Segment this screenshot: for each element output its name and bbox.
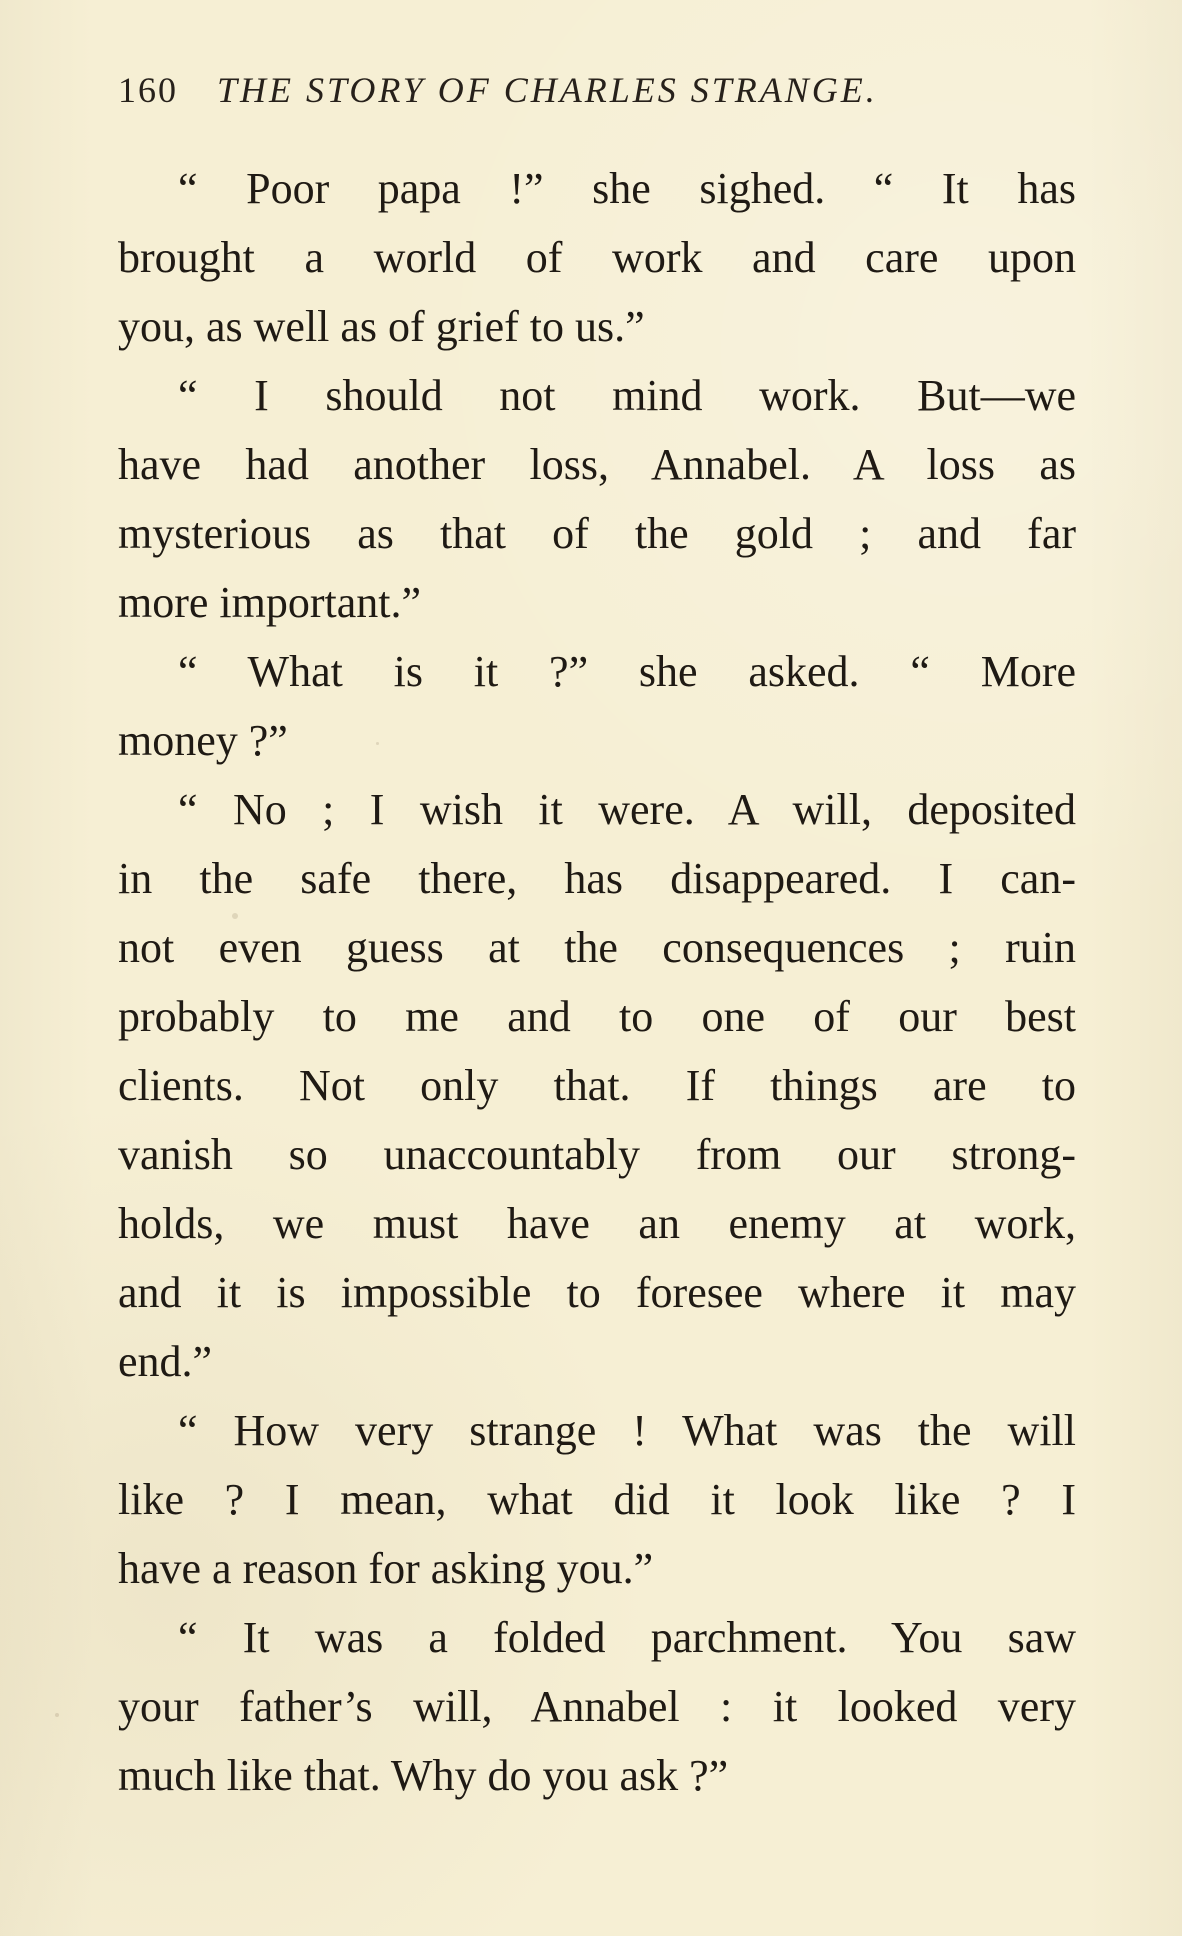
text-line-10: “ No ; I wish it were. A will, deposited bbox=[178, 785, 1076, 834]
text-line-24: much like that. Why do you ask ?” bbox=[118, 1751, 729, 1800]
text-line-6: mysterious as that of the gold ; and far bbox=[118, 509, 1076, 558]
text-line-17: and it is impossible to foresee where it may bbox=[118, 1268, 1076, 1317]
text-line-13: probably to me and to one of our best bbox=[118, 992, 1076, 1041]
paper-speck bbox=[55, 1713, 59, 1717]
text-line-8: “ What is it ?” she asked. “ More bbox=[178, 647, 1076, 696]
paper-speck bbox=[376, 742, 379, 745]
text-line-7: more important.” bbox=[118, 578, 422, 627]
text-line-9: money ?” bbox=[118, 716, 288, 765]
text-line-4: “ I should not mind work. But—we bbox=[178, 371, 1076, 420]
text-line-19: “ How very strange ! What was the will bbox=[178, 1406, 1076, 1455]
page-text bbox=[118, 154, 1076, 1810]
text-line-18: end.” bbox=[118, 1337, 213, 1386]
text-line-21: have a reason for asking you.” bbox=[118, 1544, 654, 1593]
paper-speck bbox=[232, 913, 238, 919]
text-line-5: have had another loss, Annabel. A loss as bbox=[118, 440, 1076, 489]
text-line-12: not even guess at the consequences ; ruin bbox=[118, 923, 1076, 972]
running-title: THE STORY OF CHARLES STRANGE. bbox=[217, 70, 878, 110]
text-line-14: clients. Not only that. If things are to bbox=[118, 1061, 1076, 1110]
text-line-20: like ? I mean, what did it look like ? I bbox=[118, 1475, 1076, 1524]
text-line-16: holds, we must have an enemy at work, bbox=[118, 1199, 1076, 1248]
text-line-15: vanish so unaccountably from our strong- bbox=[118, 1130, 1076, 1179]
text-line-11: in the safe there, has disappeared. I can- bbox=[118, 854, 1076, 903]
text-line-1: “ Poor papa !” she sighed. “ It has bbox=[178, 164, 1076, 213]
page-number: 160 bbox=[118, 70, 178, 110]
page-header bbox=[118, 62, 1078, 118]
text-line-23: your father’s will, Annabel : it looked very bbox=[118, 1682, 1076, 1731]
text-line-22: “ It was a folded parchment. You saw bbox=[178, 1613, 1076, 1662]
text-line-2: brought a world of work and care upon bbox=[118, 233, 1076, 282]
text-line-3: you, as well as of grief to us.” bbox=[118, 302, 645, 351]
